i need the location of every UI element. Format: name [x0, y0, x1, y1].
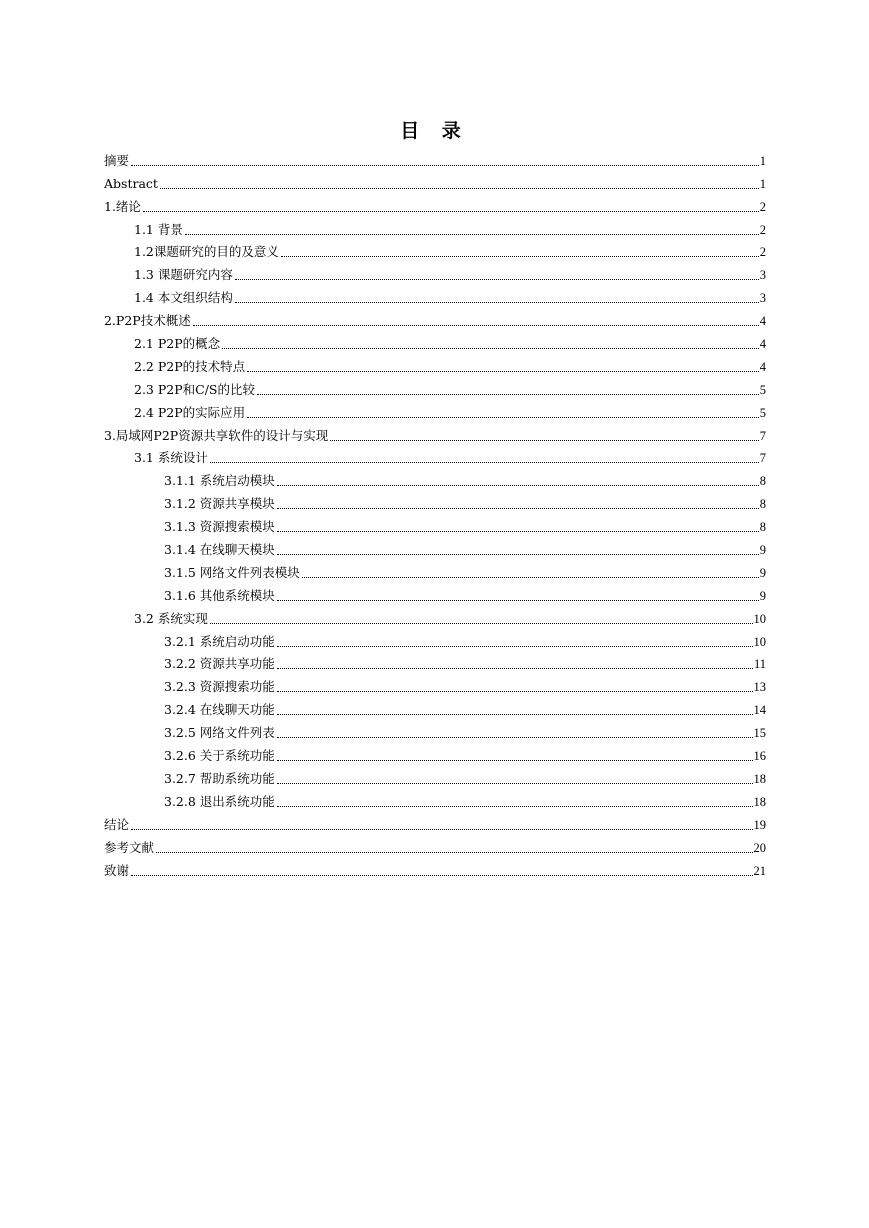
toc-dot-leader: [277, 554, 759, 555]
toc-entry-title: 1.绪论: [104, 198, 141, 214]
toc-entry-title: 3.1.5 网络文件列表模块: [164, 564, 300, 580]
toc-dot-leader: [131, 875, 752, 876]
toc-entry-title: 3.局域网P2P资源共享软件的设计与实现: [104, 427, 329, 443]
toc-entry-page-number: 2: [759, 199, 766, 214]
toc-dot-leader: [277, 600, 759, 601]
toc-entry: [104, 695, 766, 718]
toc-entry: [104, 856, 766, 879]
toc-entry-page-number: 10: [753, 611, 766, 626]
toc-entry-title: 3.2.7 帮助系统功能: [164, 770, 275, 786]
toc-entry-page-number: 8: [759, 497, 766, 512]
toc-entry: [104, 833, 766, 856]
toc-dot-leader: [247, 371, 759, 372]
toc-entry: [104, 306, 766, 329]
toc-entry-page-number: 7: [759, 451, 766, 466]
toc-entry-page-number: 14: [753, 703, 766, 718]
toc-dot-leader: [277, 485, 759, 486]
toc-entry-page-number: 13: [753, 680, 766, 695]
toc-entry-title: 3.2 系统实现: [134, 610, 208, 626]
toc-dot-leader: [277, 760, 753, 761]
toc-entry: [104, 604, 766, 627]
toc-entry-title: 1.2课题研究的目的及意义: [134, 244, 279, 260]
toc-entry: [104, 764, 766, 787]
toc-entry-title: 3.1.2 资源共享模块: [164, 496, 275, 512]
toc-entry: [104, 169, 766, 192]
toc-entry: [104, 512, 766, 535]
toc-entry: [104, 238, 766, 261]
toc-dot-leader: [277, 668, 753, 669]
toc-dot-leader: [277, 531, 759, 532]
toc-entry-title: 3.1.3 资源搜索模块: [164, 519, 275, 535]
toc-entry-page-number: 21: [753, 863, 766, 878]
toc-entry-page-number: 7: [759, 428, 766, 443]
toc-entry: [104, 283, 766, 306]
toc-entry-title: 3.2.2 资源共享功能: [164, 656, 275, 672]
toc-entry-page-number: 19: [753, 817, 766, 832]
toc-dot-leader: [131, 165, 759, 166]
toc-entry: [104, 329, 766, 352]
toc-dot-leader: [277, 646, 753, 647]
toc-entry-title: 3.2.6 关于系统功能: [164, 748, 275, 764]
toc-entry: [104, 375, 766, 398]
toc-dot-leader: [277, 806, 753, 807]
toc-entry-title: 2.2 P2P的技术特点: [134, 358, 246, 374]
page-title: 目 录: [400, 120, 469, 142]
toc-dot-leader: [131, 829, 752, 830]
toc-entry-title: 3.1 系统设计: [134, 450, 208, 466]
toc-entry-title: 3.2.3 资源搜索功能: [164, 679, 275, 695]
toc-entry-page-number: 1: [759, 153, 766, 168]
toc-entry-title: 3.1.6 其他系统模块: [164, 587, 275, 603]
toc-entry: [104, 581, 766, 604]
toc-entry: [104, 810, 766, 833]
table-of-contents: [104, 146, 766, 879]
toc-entry-page-number: 10: [753, 634, 766, 649]
toc-entry: [104, 421, 766, 444]
toc-entry-page-number: 9: [759, 565, 766, 580]
toc-entry-page-number: 5: [759, 405, 766, 420]
toc-entry-page-number: 15: [753, 726, 766, 741]
toc-entry-page-number: 18: [753, 794, 766, 809]
toc-entry-title: 致谢: [104, 862, 130, 878]
toc-entry-page-number: 11: [753, 657, 766, 672]
toc-entry: [104, 627, 766, 650]
toc-entry-page-number: 4: [759, 359, 766, 374]
toc-entry: [104, 741, 766, 764]
toc-entry-title: 3.1.4 在线聊天模块: [164, 542, 275, 558]
toc-dot-leader: [277, 737, 753, 738]
toc-entry-title: 1.1 背景: [134, 221, 183, 237]
toc-entry-title: 3.2.8 退出系统功能: [164, 793, 275, 809]
toc-entry-page-number: 4: [759, 314, 766, 329]
toc-entry: [104, 787, 766, 810]
toc-entry: [104, 466, 766, 489]
toc-entry: [104, 718, 766, 741]
toc-entry: [104, 535, 766, 558]
toc-entry: [104, 650, 766, 673]
toc-entry-page-number: 3: [759, 291, 766, 306]
toc-dot-leader: [193, 325, 759, 326]
toc-dot-leader: [281, 256, 759, 257]
toc-dot-leader: [330, 440, 759, 441]
toc-entry-page-number: 18: [753, 771, 766, 786]
toc-dot-leader: [185, 234, 759, 235]
toc-entry: [104, 260, 766, 283]
toc-entry: [104, 146, 766, 169]
toc-entry-page-number: 2: [759, 222, 766, 237]
toc-entry-title: 结论: [104, 816, 130, 832]
toc-dot-leader: [210, 623, 753, 624]
toc-dot-leader: [156, 852, 752, 853]
toc-dot-leader: [277, 714, 753, 715]
toc-entry-title: 3.2.4 在线聊天功能: [164, 702, 275, 718]
toc-entry: [104, 215, 766, 238]
toc-entry-title: 2.4 P2P的实际应用: [134, 404, 246, 420]
toc-entry-title: 3.2.1 系统启动功能: [164, 633, 275, 649]
toc-dot-leader: [222, 348, 759, 349]
toc-entry: [104, 672, 766, 695]
toc-entry-title: 1.3 课题研究内容: [134, 267, 233, 283]
toc-entry-page-number: 1: [759, 176, 766, 191]
toc-entry-title: 参考文献: [104, 839, 155, 855]
toc-dot-leader: [277, 508, 759, 509]
toc-dot-leader: [160, 188, 759, 189]
toc-dot-leader: [247, 417, 759, 418]
toc-entry: [104, 398, 766, 421]
toc-entry-page-number: 5: [759, 382, 766, 397]
toc-dot-leader: [210, 462, 759, 463]
toc-entry-page-number: 2: [759, 245, 766, 260]
toc-dot-leader: [277, 691, 753, 692]
toc-entry-page-number: 20: [753, 840, 766, 855]
toc-dot-leader: [143, 211, 759, 212]
toc-entry-title: Abstract: [104, 175, 158, 191]
toc-dot-leader: [257, 394, 759, 395]
toc-entry-title: 2.1 P2P的概念: [134, 336, 221, 352]
toc-entry-title: 3.2.5 网络文件列表: [164, 725, 275, 741]
toc-dot-leader: [277, 783, 753, 784]
toc-entry-page-number: 4: [759, 337, 766, 352]
toc-entry-title: 2.P2P技术概述: [104, 313, 191, 329]
toc-entry-page-number: 16: [753, 749, 766, 764]
toc-dot-leader: [235, 302, 759, 303]
toc-entry-title: 1.4 本文组织结构: [134, 290, 233, 306]
toc-entry: [104, 558, 766, 581]
toc-entry: [104, 489, 766, 512]
toc-entry-page-number: 8: [759, 520, 766, 535]
toc-dot-leader: [235, 279, 759, 280]
toc-entry-page-number: 3: [759, 268, 766, 283]
toc-entry-title: 摘要: [104, 152, 130, 168]
toc-entry: [104, 444, 766, 467]
toc-dot-leader: [302, 577, 759, 578]
toc-entry-page-number: 8: [759, 474, 766, 489]
toc-entry-title: 2.3 P2P和C/S的比较: [134, 381, 255, 397]
toc-entry-title: 3.1.1 系统启动模块: [164, 473, 275, 489]
toc-entry-page-number: 9: [759, 588, 766, 603]
toc-entry: [104, 352, 766, 375]
toc-entry-page-number: 9: [759, 543, 766, 558]
toc-entry: [104, 192, 766, 215]
